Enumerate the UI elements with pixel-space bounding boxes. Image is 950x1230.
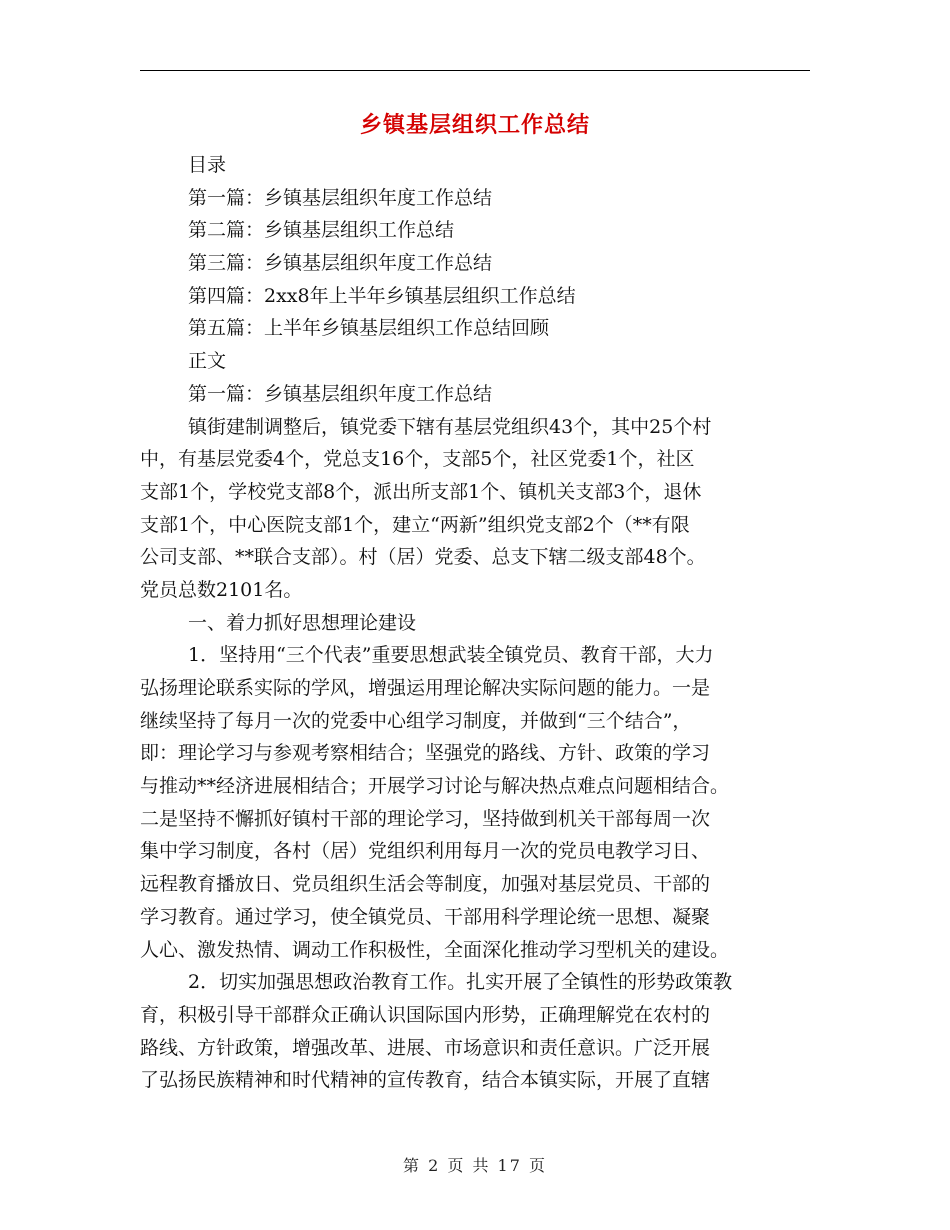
page-footer: 第 2 页 共 17 页 <box>403 1156 547 1175</box>
paragraph-line: 支部1个，中心医院支部1个，建立“两新”组织党支部2个（**有限 <box>140 513 690 536</box>
paragraph-line: 继续坚持了每月一次的党委中心组学习制度，并做到“三个结合”， <box>140 709 692 732</box>
paragraph-line: 公司支部、**联合支部）。村（居）党委、总支下辖二级支部48个。 <box>140 546 706 569</box>
body-heading: 正文 <box>188 350 227 373</box>
paragraph-line: 远程教育播放日、党员组织生活会等制度，加强对基层党员、干部的 <box>140 873 711 896</box>
document-title: 乡镇基层组织工作总结 <box>359 112 590 138</box>
toc-item: 第四篇：2xx8年上半年乡镇基层组织工作总结 <box>188 284 576 307</box>
toc-item: 第一篇：乡镇基层组织年度工作总结 <box>188 186 493 209</box>
toc-item: 第三篇：乡镇基层组织年度工作总结 <box>188 252 493 275</box>
toc-item: 第五篇：上半年乡镇基层组织工作总结回顾 <box>188 317 550 340</box>
paragraph-line: 党员总数2101名。 <box>140 578 303 601</box>
header-rule <box>140 70 810 71</box>
paragraph-line: 人心、激发热情、调动工作积极性，全面深化推动学习型机关的建设。 <box>140 938 730 961</box>
paragraph-line: 弘扬理论联系实际的学风，增强运用理论解决实际问题的能力。一是 <box>140 677 711 699</box>
paragraph-line: 育，积极引导干部群众正确认识国际国内形势，正确理解党在农村的 <box>140 1003 711 1026</box>
subsection-heading: 一、着力抓好思想理论建设 <box>188 611 417 634</box>
paragraph-line: 与推动**经济进展相结合；开展学习讨论与解决热点难点问题相结合。 <box>140 775 730 798</box>
paragraph-line: 了弘扬民族精神和时代精神的宣传教育，结合本镇实际，开展了直辖 <box>140 1069 711 1092</box>
paragraph-line: 镇街建制调整后，镇党委下辖有基层党组织43个，其中25个村 <box>188 415 712 438</box>
paragraph-line: 2．切实加强思想政治教育工作。扎实开展了全镇性的形势政策教 <box>188 971 733 994</box>
paragraph-line: 中，有基层党委4个，党总支16个，支部5个，社区党委1个，社区 <box>140 448 695 471</box>
toc-item: 第二篇：乡镇基层组织工作总结 <box>188 219 455 242</box>
section-heading: 第一篇：乡镇基层组织年度工作总结 <box>188 382 493 405</box>
paragraph-line: 支部1个，学校党支部8个，派出所支部1个、镇机关支部3个，退休 <box>140 480 702 503</box>
paragraph-line: 集中学习制度，各村（居）党组织利用每月一次的党员电教学习日、 <box>140 840 711 863</box>
paragraph-line: 二是坚持不懈抓好镇村干部的理论学习，坚持做到机关干部每周一次 <box>140 807 711 830</box>
paragraph-line: 即：理论学习与参观考察相结合；坚强党的路线、方针、政策的学习 <box>140 742 711 765</box>
toc-heading: 目录 <box>188 154 227 176</box>
paragraph-line: 学习教育。通过学习，使全镇党员、干部用科学理论统一思想、凝聚 <box>140 905 711 928</box>
paragraph-line: 1．坚持用“三个代表”重要思想武装全镇党员、教育干部，大力 <box>188 644 714 667</box>
document-body <box>140 149 810 1097</box>
paragraph-line: 路线、方针政策，增强改革、进展、市场意识和责任意识。广泛开展 <box>140 1036 711 1059</box>
